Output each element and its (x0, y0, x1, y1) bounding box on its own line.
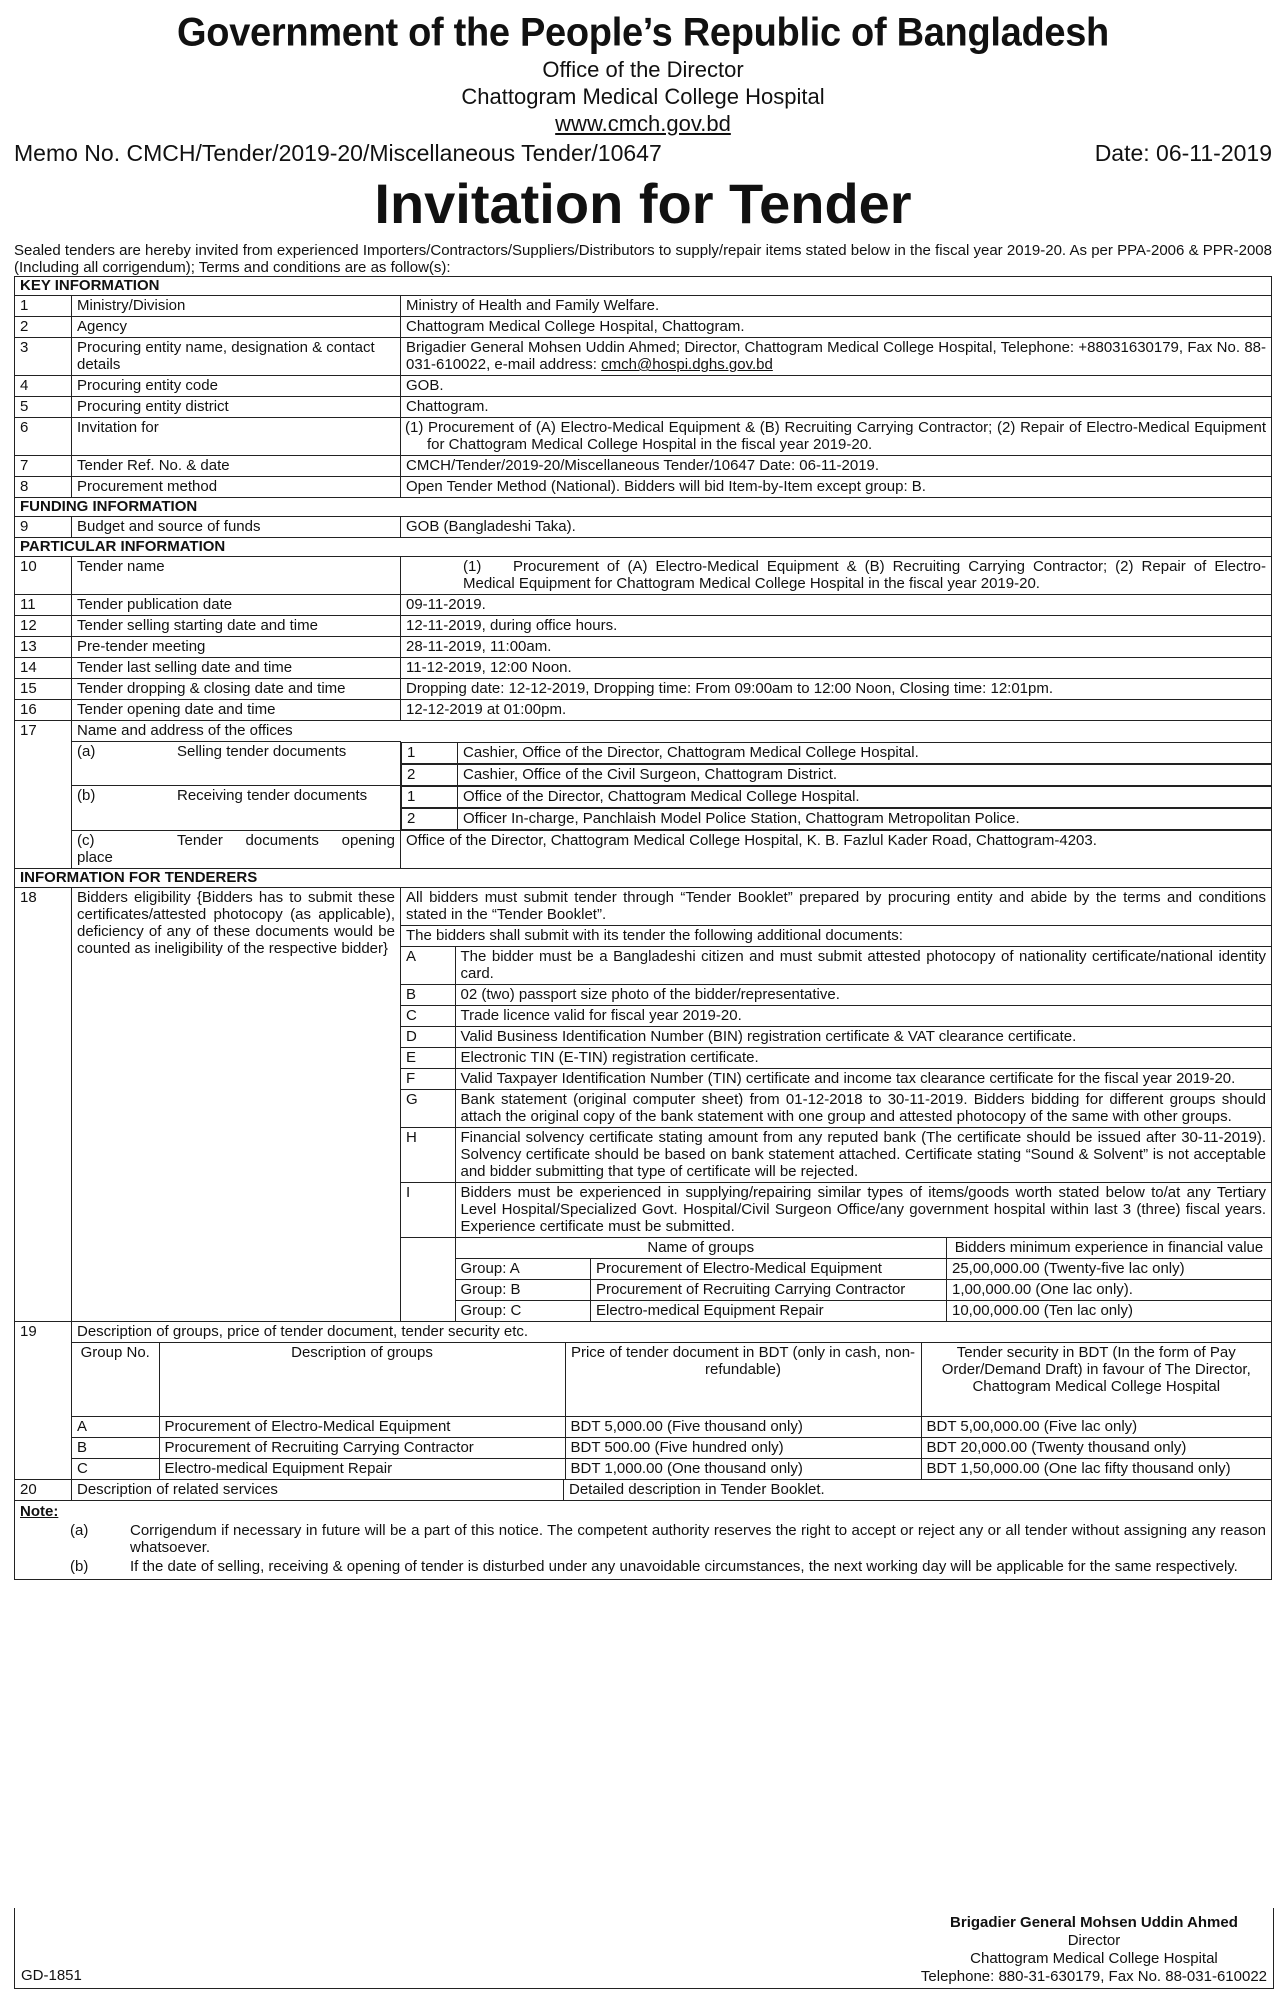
email-link[interactable]: cmch@hospi.dghs.gov.bd (601, 356, 773, 373)
section-particular-information: PARTICULAR INFORMATION (15, 538, 1272, 557)
experience-row: Group: A Procurement of Electro-Medical Equipment 25,00,000.00 (Twenty-five lac only) (456, 1258, 1272, 1279)
group-price-table: Group No. Description of groups Price of tender document in BDT (only in cash, non-refundable) Tender security in BDT (In the form of Pay Order/Demand Draft) in favour of The Director, Chattogram Medical College Hospital A Procurement of Electro-Medical Equipment BDT 5,000.00 (Five thousand only) BDT 5,00,000.00 (Five lac only) B Procurement of Recruiting Carrying Contractor BDT 500.00 (Five hundred only) BDT 20,000.00 (Twenty thousand only) C Electro-medical Equipment Repair BDT 1,000.00 (One thousand only) BDT 1,50,000.00 (One lac fifty thousand only) (72, 1343, 1271, 1479)
signatory-name: Brigadier General Mohsen Uddin Ahmed (950, 1914, 1238, 1931)
signature-box (14, 1908, 1274, 1989)
eligibility-item: A The bidder must be a Bangladeshi citizen and must submit attested photocopy of nationality certificate/national identity card. (401, 946, 1271, 984)
table-row: 18 Bidders eligibility {Bidders has to submit these certificates/attested photocopy (as applicable), deficiency of any of these documents would be counted as ineligibility of the respective bidder} All bidders must submit tender through “Tender Booklet” prepared by procuring entity and abide by the terms and conditions stated in the “Tender Booklet”. The bidders shall submit with its tender the following additional documents: A The bidder must be a Bangladeshi citizen and must submit attested photocopy of nationality certificate/national identity card. B 02 (two) passport size photo of the bidder/representative. C Trade licence valid for fiscal year 2019-20. D Valid Business Identification Number (BIN) registration certificate & VAT clearance certificate. E Electronic TIN (E-TIN) registration certificate. F Valid Taxpayer Identification Number (TIN) certificate and income tax clearance certificate for the fiscal year 2019-20. G Bank statement (original computer sheet) from 01-12-2018 to 30-11-2019. Bidders bidding for different groups should attach the original copy of the bank statement with one group and attested photocopy of the same with other groups. H Financial solvency certificate stating amount from any reputed bank (The certificate should be issued after 30-11-2019). Solvency certificate should be based on bank statement attached. Certificate stating “Sound & Solvent” is not acceptable and bidder submitting that type of certificate will be rejected. I Bidders must be experienced in supplying/repairing similar types of items/goods worth stated below to/at any Tertiary Level Hospital/Specialized Govt. Hospital/Civil Surgeon Office/any government hospital within last 3 (three) fiscal years. Experience certificate must be submitted. Name of groups Bidders minimum experience in financial value Group: A Procurement of Electro-Medical Equipment 25,00,000.00 (Twenty-five lac only) Group: B Procurement of Recruiting Carrying Contractor 1,00,000.00 (One lac only). Group: C Electro-medical Equipment Repair 10,00,000.00 (Ten lac only) (15, 887, 1272, 1321)
table-row: 15 Tender dropping & closing date and time Dropping date: 12-12-2019, Dropping time: From 09:00am to 12:00 Noon, Closing time: 12:01pm. (15, 679, 1272, 700)
table-row: (c) Tender documents opening place Office of the Director, Chattogram Medical College Hospital, K. B. Fazlul Kader Road, Chattogram-4203. (15, 830, 1272, 868)
table-row: 17 Name and address of the offices (15, 721, 1272, 742)
eligibility-item: G Bank statement (original computer sheet) from 01-12-2018 to 30-11-2019. Bidders bidding for different groups should attach the original copy of the bank statement with one group and attested photocopy of the same with other groups. (401, 1089, 1271, 1127)
tender-info-table (14, 276, 1272, 1501)
table-row: 6 Invitation for (1) Procurement of (A) Electro-Medical Equipment & (B) Recruiting Carrying Contractor; (2) Repair of Electro-Medical Equipment for Chattogram Medical College Hospital in the fiscal year 2019-20. (15, 418, 1272, 456)
memo-date: Date: 06-11-2019 (1094, 140, 1272, 166)
table-row: 2 Cashier, Office of the Civil Surgeon, Chattogram District. (15, 764, 1272, 786)
table-row: 9 Budget and source of funds GOB (Bangladeshi Taka). (15, 517, 1272, 538)
table-row: 20 Description of related services Detailed description in Tender Booklet. (15, 1479, 1272, 1500)
table-row: 12 Tender selling starting date and time 12-11-2019, during office hours. (15, 616, 1272, 637)
table-row: 4 Procuring entity code GOB. (15, 376, 1272, 397)
table-row: 2 Agency Chattogram Medical College Hospital, Chattogram. (15, 317, 1272, 338)
group-row: C Electro-medical Equipment Repair BDT 1,000.00 (One thousand only) BDT 1,50,000.00 (One lac fifty thousand only) (72, 1458, 1271, 1479)
office-name: Office of the Director (542, 57, 744, 82)
table-row: 1 Ministry/Division Ministry of Health and Family Welfare. (15, 296, 1272, 317)
memo-row (14, 139, 1272, 168)
note-item: (b) If the date of selling, receiving & opening of tender is disturbed under any unavoidable circumstances, the next working day will be applicable for the same respectively. (70, 1557, 1238, 1575)
table-row: 3 Procuring entity name, designation & contact details Brigadier General Mohsen Uddin Ahmed; Director, Chattogram Medical College Hospital, Telephone: +88031630179, Fax No. 88-031-610022, e-mail address: cmch@hospi.dghs.gov.bd (15, 338, 1272, 376)
tender-notice (14, 10, 1272, 1580)
table-row: 7 Tender Ref. No. & date CMCH/Tender/2019-20/Miscellaneous Tender/10647 Date: 06-11-2019. (15, 456, 1272, 477)
table-row: 2 Officer In-charge, Panchlaish Model Police Station, Chattogram Metropolitan Police. (15, 808, 1272, 831)
eligibility-item: I Bidders must be experienced in supplying/repairing similar types of items/goods worth stated below to/at any Tertiary Level Hospital/Specialized Govt. Hospital/Civil Surgeon Office/any government hospital within last 3 (three) fiscal years. Experience certificate must be submitted. (401, 1182, 1271, 1237)
government-heading: Government of the People’s Republic of Bangladesh (177, 10, 1109, 56)
table-row: (b) Receiving tender documents 1 Office of the Director, Chattogram Medical College Hospital. (15, 786, 1272, 808)
signatory-contact: Telephone: 880-31-630179, Fax No. 88-031-610022 (920, 1968, 1267, 1985)
notes-section (14, 1501, 1272, 1580)
experience-row: Group: C Electro-medical Equipment Repair 10,00,000.00 (Ten lac only) (456, 1300, 1272, 1321)
table-row: 10 Tender name (1) Procurement of (A) Electro-Medical Equipment & (B) Recruiting Carrying Contractor; (2) Repair of Electro-Medical Equipment for Chattogram Medical College Hospital in the fiscal year 2019-20. (15, 557, 1272, 595)
page-title: Invitation for Tender (374, 172, 912, 235)
signatory-designation: Director (1067, 1932, 1121, 1949)
hospital-name: Chattogram Medical College Hospital (461, 84, 825, 109)
eligibility-item: D Valid Business Identification Number (BIN) registration certificate & VAT clearance certificate. (401, 1026, 1271, 1047)
signature-block (921, 1914, 1267, 1986)
group-row: B Procurement of Recruiting Carrying Contractor BDT 500.00 (Five hundred only) BDT 20,000.00 (Twenty thousand only) (72, 1437, 1271, 1458)
eligibility-item: E Electronic TIN (E-TIN) registration certificate. (401, 1047, 1271, 1068)
section-funding-information: FUNDING INFORMATION (15, 498, 1272, 517)
table-row: 11 Tender publication date 09-11-2019. (15, 595, 1272, 616)
group-row: A Procurement of Electro-Medical Equipment BDT 5,000.00 (Five thousand only) BDT 5,00,000.00 (Five lac only) (72, 1416, 1271, 1437)
section-key-information: KEY INFORMATION (15, 277, 1272, 296)
table-row: 8 Procurement method Open Tender Method (National). Bidders will bid Item-by-Item except group: B. (15, 477, 1272, 498)
eligibility-item: H Financial solvency certificate stating amount from any reputed bank (The certificate should be issued after 30-11-2019). Solvency certificate should be based on bank statement attached. Certificate stating “Sound & Solvent” is not acceptable and bidder submitting that type of certificate will be rejected. (401, 1127, 1271, 1182)
notes-title: Note: (20, 1502, 59, 1520)
eligibility-item: F Valid Taxpayer Identification Number (TIN) certificate and income tax clearance certificate for the fiscal year 2019-20. (401, 1068, 1271, 1089)
experience-row: Group: B Procurement of Recruiting Carrying Contractor 1,00,000.00 (One lac only). (456, 1279, 1272, 1300)
table-row: 13 Pre-tender meeting 28-11-2019, 11:00am. (15, 637, 1272, 658)
signatory-organization: Chattogram Medical College Hospital (970, 1950, 1218, 1967)
intro-paragraph: Sealed tenders are hereby invited from experienced Importers/Contractors/Suppliers/Distributors to supply/repair items stated below in the fiscal year 2019-20. As per PPA-2006 & PPR-2008 (Including all corrigendum); Terms and conditions are as follow(s): (14, 242, 1272, 276)
website-link[interactable]: www.cmch.gov.bd (555, 111, 731, 136)
note-item: (a) Corrigendum if necessary in future will be a part of this notice. The competent authority reserves the right to accept or reject any or all tender without assigning any reason whatsoever. (70, 1521, 1266, 1556)
experience-table: Name of groups Bidders minimum experience in financial value Group: A Procurement of Electro-Medical Equipment 25,00,000.00 (Twenty-five lac only) Group: B Procurement of Recruiting Carrying Contractor 1,00,000.00 (One lac only). Group: C Electro-medical Equipment Repair 10,00,000.00 (Ten lac only) (456, 1238, 1272, 1321)
table-row: (a) Selling tender documents 1 Cashier, Office of the Director, Chattogram Medical College Hospital. (15, 742, 1272, 764)
eligibility-list (401, 946, 1271, 1321)
table-row: 16 Tender opening date and time 12-12-2019 at 01:00pm. (15, 700, 1272, 721)
eligibility-item: C Trade licence valid for fiscal year 2019-20. (401, 1005, 1271, 1026)
table-row: 5 Procuring entity district Chattogram. (15, 397, 1272, 418)
table-row: 19 Description of groups, price of tender document, tender security etc. (15, 1321, 1272, 1342)
memo-number: Memo No. CMCH/Tender/2019-20/Miscellaneous Tender/10647 (14, 140, 662, 166)
gd-code: GD-1851 (21, 1967, 82, 1984)
eligibility-item: B 02 (two) passport size photo of the bidder/representative. (401, 984, 1271, 1005)
section-information-for-tenderers: INFORMATION FOR TENDERERS (15, 868, 1272, 887)
table-row (15, 1342, 1272, 1479)
table-row: 14 Tender last selling date and time 11-12-2019, 12:00 Noon. (15, 658, 1272, 679)
